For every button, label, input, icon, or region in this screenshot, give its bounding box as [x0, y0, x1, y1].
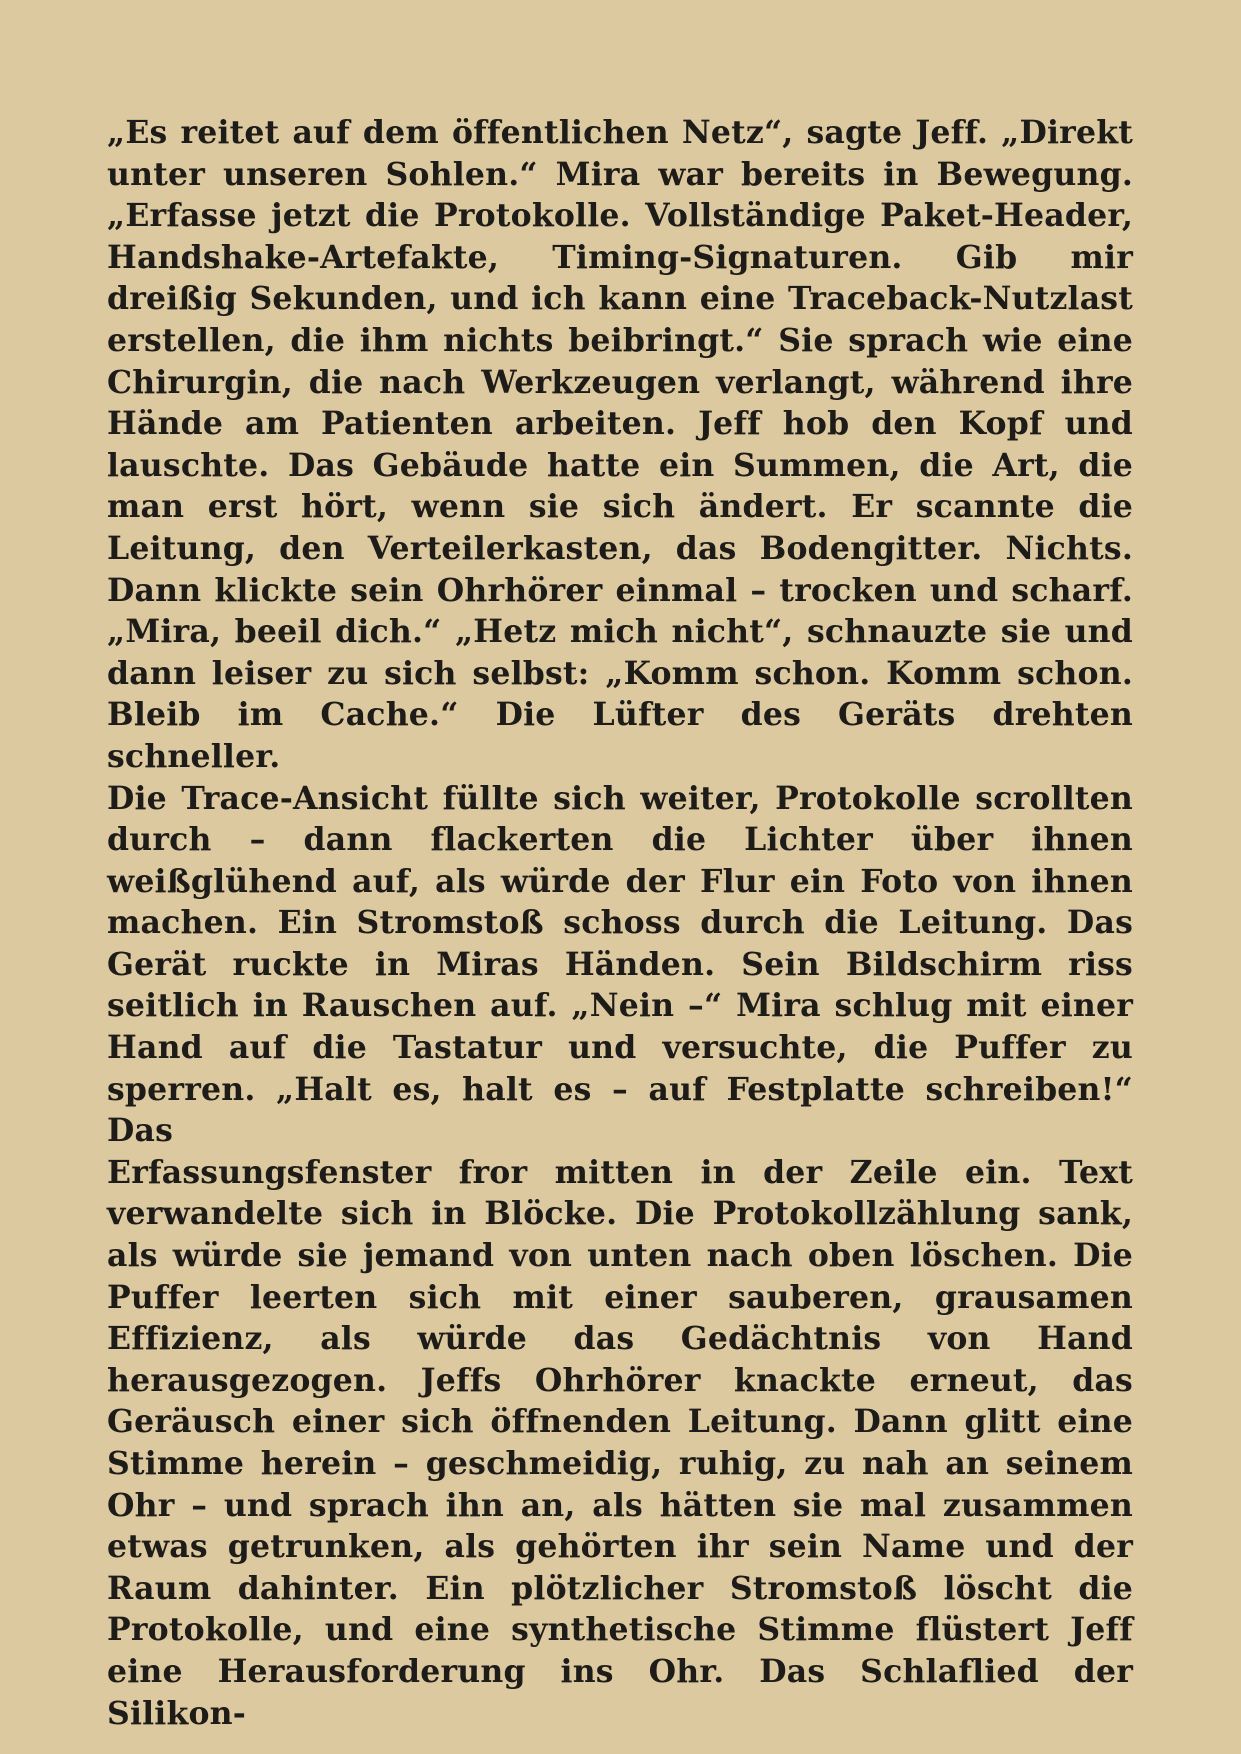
text-line: weißglühend auf, als würde der Flur ein Foto von ihnen — [107, 862, 1133, 900]
text-line: Die Trace-Ansicht füllte sich weiter, Protokolle scrollten — [107, 779, 1133, 817]
text-line: „Es reitet auf dem öffentlichen Netz“, sagte Jeff. „Direkt — [107, 114, 1133, 151]
text-line: Geräusch einer sich öffnenden Leitung. Dann glitt eine — [107, 1403, 1133, 1441]
text-line: dann leiser zu sich selbst: „Komm schon. Komm schon. — [107, 654, 1133, 692]
text-line: „Erfasse jetzt die Protokolle. Vollständige Paket-Header, — [107, 197, 1133, 235]
text-line: Gerät ruckte in Miras Händen. Sein Bildschirm riss — [107, 945, 1133, 983]
text-line: lauschte. Das Gebäude hatte ein Summen, die Art, die — [107, 446, 1133, 484]
text-line: Ohr – und sprach ihn an, als hätten sie mal zusammen — [107, 1486, 1133, 1524]
text-line: Handshake-Artefakte, Timing-Signaturen. Gib mir — [107, 238, 1133, 276]
text-line: durch – dann flackerten die Lichter über ihnen — [107, 821, 1133, 859]
text-line: herausgezogen. Jeffs Ohrhörer knackte erneut, das — [107, 1361, 1133, 1399]
text-line: Puffer leerten sich mit einer sauberen, grausamen — [107, 1278, 1133, 1316]
text-line: als würde sie jemand von unten nach oben löschen. Die — [107, 1237, 1133, 1275]
text-line: Leitung, den Verteilerkasten, das Bodengitter. Nichts. — [107, 529, 1133, 567]
text-line: Dann klickte sein Ohrhörer einmal – trocken und scharf. — [107, 571, 1133, 609]
text-line: dreißig Sekunden, und ich kann eine Traceback-Nutzlast — [107, 280, 1133, 318]
text-line: Bleib im Cache.“ Die Lüfter des Geräts drehten schneller. — [107, 696, 1133, 775]
text-line: Chirurgin, die nach Werkzeugen verlangt, während ihre — [107, 363, 1133, 401]
text-line: Protokolle, und eine synthetische Stimme flüstert Jeff — [107, 1611, 1133, 1649]
text-line: Raum dahinter. Ein plötzlicher Stromstoß löscht die — [107, 1569, 1133, 1607]
text-line: „Mira, beeil dich.“ „Hetz mich nicht“, schnauzte sie und — [107, 613, 1133, 651]
text-line: machen. Ein Stromstoß schoss durch die Leitung. Das — [107, 904, 1133, 942]
text-line: eine Herausforderung ins Ohr. Das Schlaflied der Silikon- — [107, 1652, 1133, 1732]
text-line: seitlich in Rauschen auf. „Nein –“ Mira schlug mit einer — [107, 987, 1133, 1025]
text-line: Stimme herein – geschmeidig, ruhig, zu nah an seinem — [107, 1445, 1133, 1482]
text-line: etwas getrunken, als gehörten ihr sein Name und der — [107, 1528, 1133, 1566]
text-line: Erfassungsfenster fror mitten in der Zeile ein. Text — [107, 1153, 1133, 1191]
text-line: unter unseren Sohlen.“ Mira war bereits in Bewegung. — [107, 155, 1133, 193]
text-line: Effizienz, als würde das Gedächtnis von Hand — [107, 1320, 1133, 1358]
text-line: sperren. „Halt es, halt es – auf Festplatte schreiben!“ Das — [107, 1070, 1133, 1150]
text-line: Hand auf die Tastatur und versuchte, die Puffer zu — [107, 1029, 1133, 1067]
text-line: Hände am Patienten arbeiten. Jeff hob den Kopf und — [107, 405, 1133, 443]
text-line: man erst hört, wenn sie sich ändert. Er scannte die — [107, 488, 1133, 526]
paragraph-text — [107, 112, 1133, 1734]
text-line: erstellen, die ihm nichts beibringt.“ Sie sprach wie eine — [107, 321, 1133, 359]
text-line: verwandelte sich in Blöcke. Die Protokollzählung sank, — [107, 1195, 1133, 1233]
